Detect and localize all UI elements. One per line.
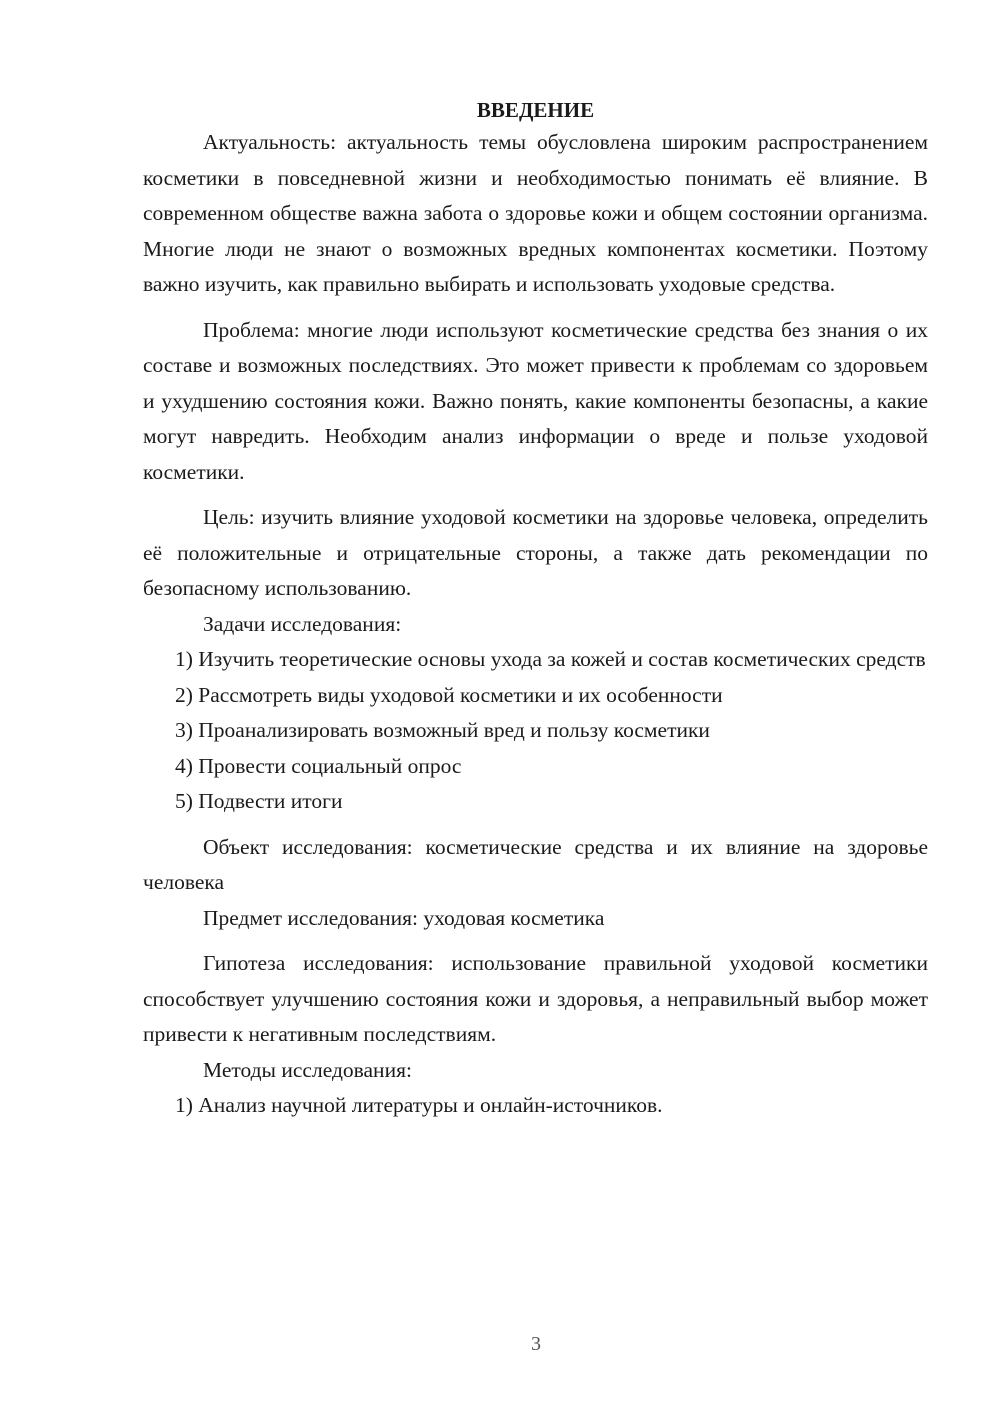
paragraph-relevance: Актуальность: актуальность темы обусловлена широким распространением косметики в повседневной жизни и необходимостью понимать её влияние. В современном обществе важна забота о здоровье кожи и общем состоянии организма. Многие люди не знают о возможных вредных компонентах косметики. Поэтому важно изучить, как правильно выбирать и использовать уходовые средства.	[143, 130, 928, 296]
tasks-heading: Задачи исследования:	[203, 611, 402, 636]
page-number: 3	[531, 1333, 541, 1355]
task-item-4: 4) Провести социальный опрос	[175, 753, 462, 778]
method-item-1: 1) Анализ научной литературы и онлайн-источников.	[175, 1093, 663, 1117]
paragraph-object: Объект исследования: косметические средства и их влияние на здоровье человека	[143, 834, 928, 894]
paragraph-hypothesis: Гипотеза исследования: использование правильной уходовой косметики способствует улучшению состояния кожи и здоровья, а неправильный выбор может привести к негативным последствиям.	[143, 951, 928, 1046]
paragraph-subject: Предмет исследования: уходовая косметика	[203, 905, 605, 930]
task-item-5: 5) Подвести итоги	[175, 789, 343, 813]
task-item-3: 3) Проанализировать возможный вред и пользу косметики	[175, 718, 710, 742]
paragraph-problem: Проблема: многие люди используют косметические средства без знания о их составе и возможных последствиях. Это может привести к проблемам со здоровьем и ухудшению состояния кожи. Важно понять, какие компоненты безопасны, а какие могут навредить. Необходим анализ информации о вреде и пользе уходовой косметики.	[143, 317, 928, 484]
paragraph-goal: Цель: изучить влияние уходовой косметики на здоровье человека, определить её положительные и отрицательные стороны, а также дать рекомендации по безопасному использованию.	[143, 505, 928, 600]
section-heading: ВВЕДЕНИЕ	[476, 98, 595, 122]
methods-heading: Методы исследования:	[203, 1057, 412, 1082]
document-page	[143, 95, 928, 1124]
task-item-2: 2) Рассмотреть виды уходовой косметики и их особенности	[175, 682, 723, 707]
task-item-1: 1) Изучить теоретические основы ухода за кожей и состав косметических средств	[175, 647, 926, 671]
